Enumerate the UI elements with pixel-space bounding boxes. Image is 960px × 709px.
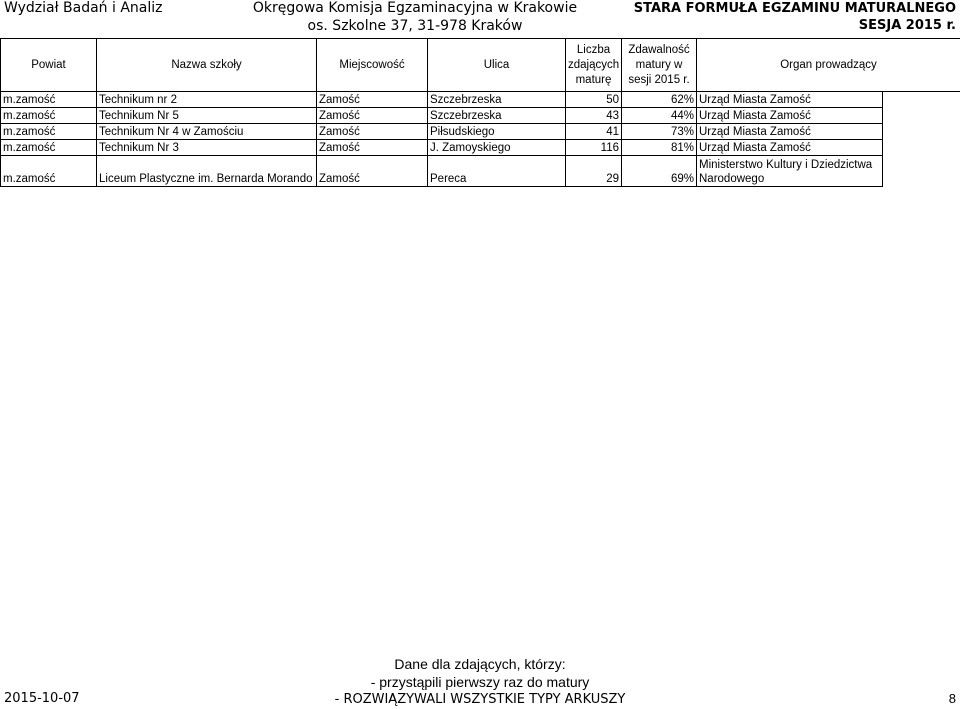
cell-powiat: m.zamość bbox=[1, 108, 97, 124]
cell-powiat: m.zamość bbox=[1, 140, 97, 156]
institution-name: Okręgowa Komisja Egzaminacyjna w Krakowie bbox=[252, 0, 578, 16]
col-header-school-name: Nazwa szkoły bbox=[97, 39, 317, 92]
cell-street: J. Zamoyskiego bbox=[428, 140, 566, 156]
table-row bbox=[1, 140, 960, 156]
col-header-candidates: Liczba zdających maturę bbox=[566, 39, 622, 92]
col-header-street: Ulica bbox=[428, 39, 566, 92]
col-header-pass-rate: Zdawalność matury w sesji 2015 r. bbox=[622, 39, 697, 92]
cell-town: Zamość bbox=[317, 124, 428, 140]
cell-governing-body: Urząd Miasta Zamość bbox=[697, 108, 883, 124]
cell-governing-body: Urząd Miasta Zamość bbox=[697, 140, 883, 156]
col-header-powiat: Powiat bbox=[1, 39, 97, 92]
cell-pass-rate: 81% bbox=[622, 140, 697, 156]
department-name: Wydział Badań i Analiz bbox=[4, 0, 163, 16]
cell-governing-body: Urząd Miasta Zamość bbox=[697, 92, 883, 108]
cell-candidates: 41 bbox=[566, 124, 622, 140]
cell-school-name: Technikum Nr 5 bbox=[97, 108, 317, 124]
institution-address: os. Szkolne 37, 31-978 Kraków bbox=[307, 18, 523, 34]
cell-powiat: m.zamość bbox=[1, 124, 97, 140]
cell-street: Szczebrzeska bbox=[428, 108, 566, 124]
schools-table bbox=[0, 38, 960, 187]
cell-powiat: m.zamość bbox=[1, 92, 97, 108]
col-header-town: Miejscowość bbox=[317, 39, 428, 92]
cell-pass-rate: 44% bbox=[622, 108, 697, 124]
cell-candidates: 29 bbox=[566, 156, 622, 187]
cell-school-name: Technikum Nr 4 w Zamościu bbox=[97, 124, 317, 140]
cell-street: Piłsudskiego bbox=[428, 124, 566, 140]
table-row bbox=[1, 92, 960, 108]
cell-candidates: 50 bbox=[566, 92, 622, 108]
cell-school-name: Technikum nr 2 bbox=[97, 92, 317, 108]
footer-note-title: Dane dla zdających, którzy: bbox=[394, 656, 566, 672]
table-row bbox=[1, 108, 960, 124]
cell-street: Szczebrzeska bbox=[428, 92, 566, 108]
cell-powiat: m.zamość bbox=[1, 156, 97, 187]
cell-town: Zamość bbox=[317, 140, 428, 156]
cell-pass-rate: 62% bbox=[622, 92, 697, 108]
exam-session: SESJA 2015 r. bbox=[858, 18, 956, 33]
exam-formula-title: STARA FORMUŁA EGZAMINU MATURALNEGO bbox=[633, 1, 956, 16]
cell-school-name: Liceum Plastyczne im. Bernarda Morando bbox=[97, 156, 317, 187]
table-row bbox=[1, 156, 960, 187]
cell-governing-body: Ministerstwo Kultury i Dziedzictwa Narodowego bbox=[697, 156, 883, 187]
footer-date: 2015-10-07 bbox=[4, 691, 80, 706]
page-number: 8 bbox=[948, 691, 956, 706]
cell-school-name: Technikum Nr 3 bbox=[97, 140, 317, 156]
cell-town: Zamość bbox=[317, 92, 428, 108]
cell-street: Pereca bbox=[428, 156, 566, 187]
table-header-row bbox=[1, 39, 960, 92]
cell-pass-rate: 69% bbox=[622, 156, 697, 187]
cell-town: Zamość bbox=[317, 108, 428, 124]
footer-note-first-attempt: - przystąpili pierwszy raz do matury bbox=[370, 674, 590, 690]
col-header-governing-body: Organ prowadzący bbox=[697, 39, 960, 92]
cell-candidates: 43 bbox=[566, 108, 622, 124]
cell-pass-rate: 73% bbox=[622, 124, 697, 140]
table-row bbox=[1, 124, 960, 140]
footer-note-all-sheets: - ROZWIĄZYWALI WSZYSTKIE TYPY ARKUSZY bbox=[334, 692, 626, 707]
cell-governing-body: Urząd Miasta Zamość bbox=[697, 124, 883, 140]
cell-town: Zamość bbox=[317, 156, 428, 187]
cell-candidates: 116 bbox=[566, 140, 622, 156]
